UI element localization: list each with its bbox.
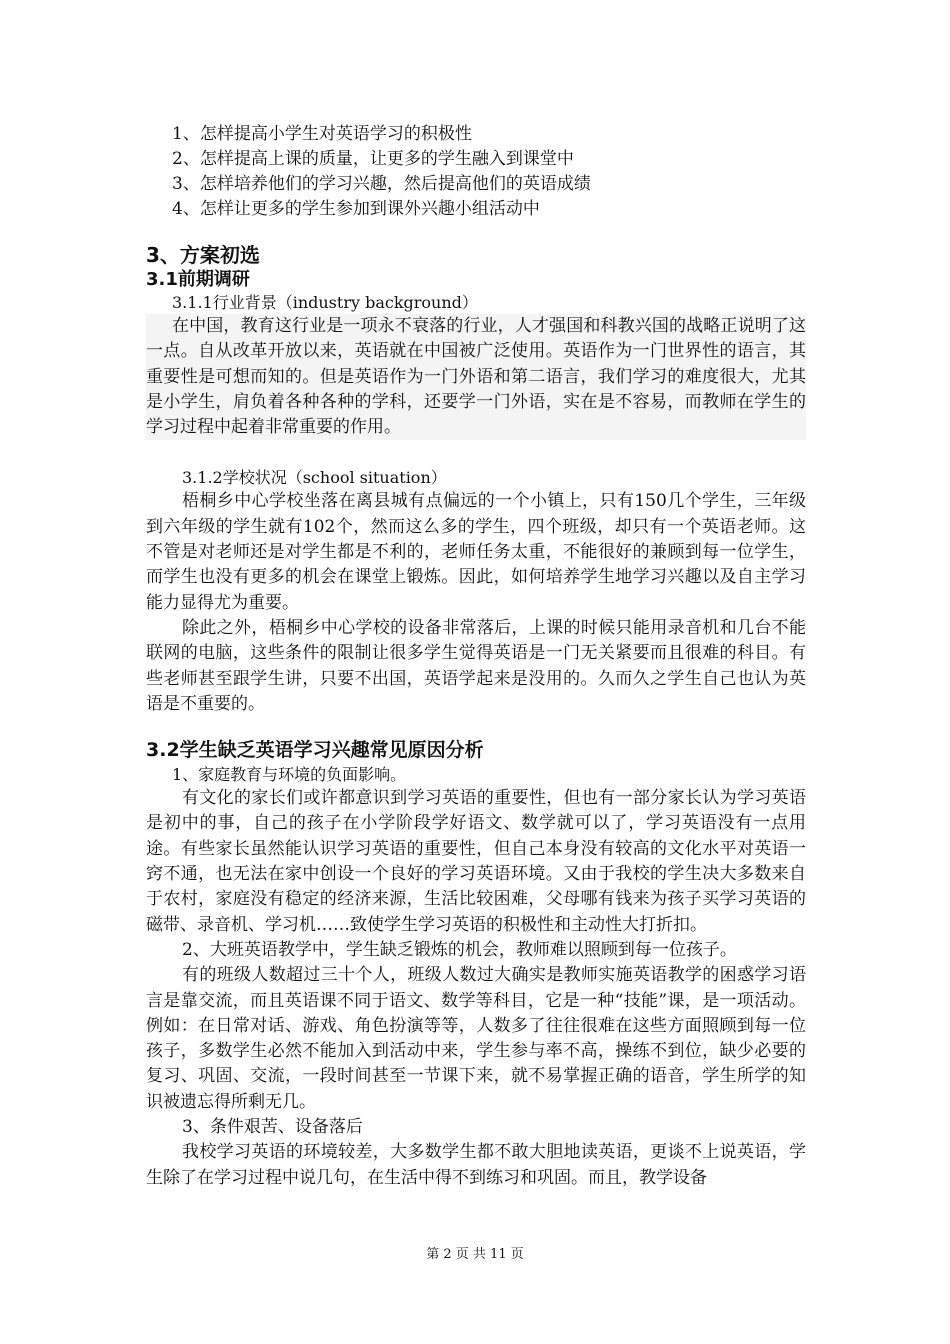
reason-2-paragraph: 有的班级人数超过三十个人，班级人数过大确实是教师实施英语教学的困惑学习语言是靠交流，而且英语课不同于语文、数学等科目，它是一种“技能”课，是一项活动。例如：在日常对话、游戏、角色扮演等等，人数多了往往很难在这些方面照顾到每一位孩子，多数学生必然不能加入到活动中来，学生参与率不高，操练不到位，缺少必要的复习、巩固、交流，一段时间甚至一节课下来，就不易掌握正确的语音，学生所学的知识被遗忘得所剩无几。 bbox=[146, 965, 806, 1112]
reason-2-heading: 2、大班英语教学中，学生缺乏锻炼的机会，教师难以照顾到每一位孩子。 bbox=[182, 939, 737, 960]
page-footer: 第 2 页 共 11 页 bbox=[426, 1247, 524, 1262]
subsection-3-1-1-heading: 3.1.1行业背景（industry background） bbox=[172, 293, 478, 312]
question-item-1: 1、怎样提高小学生对英语学习的积极性 bbox=[172, 124, 472, 144]
subsection-3-1-2-heading: 3.1.2学校状况（school situation） bbox=[182, 468, 447, 488]
reason-3-paragraph: 我校学习英语的环境较差，大多数学生都不敢大胆地读英语，更谈不上说英语，学生除了在学习过程中说几句，在生活中得不到练习和巩固。而且，教学设备 bbox=[146, 1142, 806, 1188]
question-item-3: 3、怎样培养他们的学习兴趣，然后提高他们的英语成绩 bbox=[172, 174, 591, 194]
industry-background-paragraph: 在中国，教育这行业是一项永不衰落的行业，人才强国和科教兴国的战略正说明了这一点。自从改革开放以来，英语就在中国被广泛使用。英语作为一门世界性的语言，其重要性是可想而知的。但是英语作为一门外语和第二语言，我们学习的难度很大，尤其是小学生，肩负着各种各种的学科，还要学一门外语，实在是不容易，而教师在学生的学习过程中起着非常重要的作用。 bbox=[146, 314, 806, 440]
reason-3-heading: 3、条件艰苦、设备落后 bbox=[182, 1117, 363, 1138]
reason-1-paragraph: 有文化的家长们或许都意识到学习英语的重要性，但也有一部分家长认为学习英语是初中的事，自己的孩子在小学阶段学好语文、数学就可以了，学习英语没有一点用途。有些家长虽然能认识学习英语的重要性，但自己本身没有较高的文化水平对英语一窍不通，也无法在家中创设一个良好的学习英语环境。又由于我校的学生决大多数来自于农村，家庭没有稳定的经济来源，生活比较困难，父母哪有钱来为孩子买学习英语的磁带、录音机、学习机……致使学生学习英语的积极性和主动性大打折扣。 bbox=[146, 788, 806, 935]
reason-1-heading: 1、家庭教育与环境的负面影响。 bbox=[172, 765, 407, 785]
section-3-heading: 3、方案初选 bbox=[146, 243, 260, 267]
blank-line bbox=[146, 440, 806, 466]
page-content bbox=[146, 122, 806, 1191]
school-situation-paragraph-1: 梧桐乡中心学校坐落在离县城有点偏远的一个小镇上，只有150几个学生，三年级到六年级的学生就有102个，然而这么多的学生，四个班级，却只有一个英语老师。这不管是对老师还是对学生都是不利的，老师任务太重，不能很好的兼顾到每一位学生，而学生也没有更多的机会在课堂上锻炼。因此，如何培养学生地学习兴趣以及自主学习能力显得尤为重要。 bbox=[146, 491, 806, 613]
question-item-2: 2、怎样提高上课的质量，让更多的学生融入到课堂中 bbox=[172, 149, 574, 169]
section-3-1-heading: 3.1前期调研 bbox=[146, 269, 250, 290]
question-item-4: 4、怎样让更多的学生参加到课外兴趣小组活动中 bbox=[172, 199, 540, 219]
section-3-2-heading: 3.2学生缺乏英语学习兴趣常见原因分析 bbox=[146, 739, 484, 762]
school-situation-paragraph-2: 除此之外，梧桐乡中心学校的设备非常落后，上课的时候只能用录音机和几台不能联网的电脑，这些条件的限制让很多学生觉得英语是一门无关紧要而且很难的科目。有些老师甚至跟学生讲，只要不出国，英语学起来是没用的。久而久之学生自己也认为英语是不重要的。 bbox=[146, 617, 806, 714]
